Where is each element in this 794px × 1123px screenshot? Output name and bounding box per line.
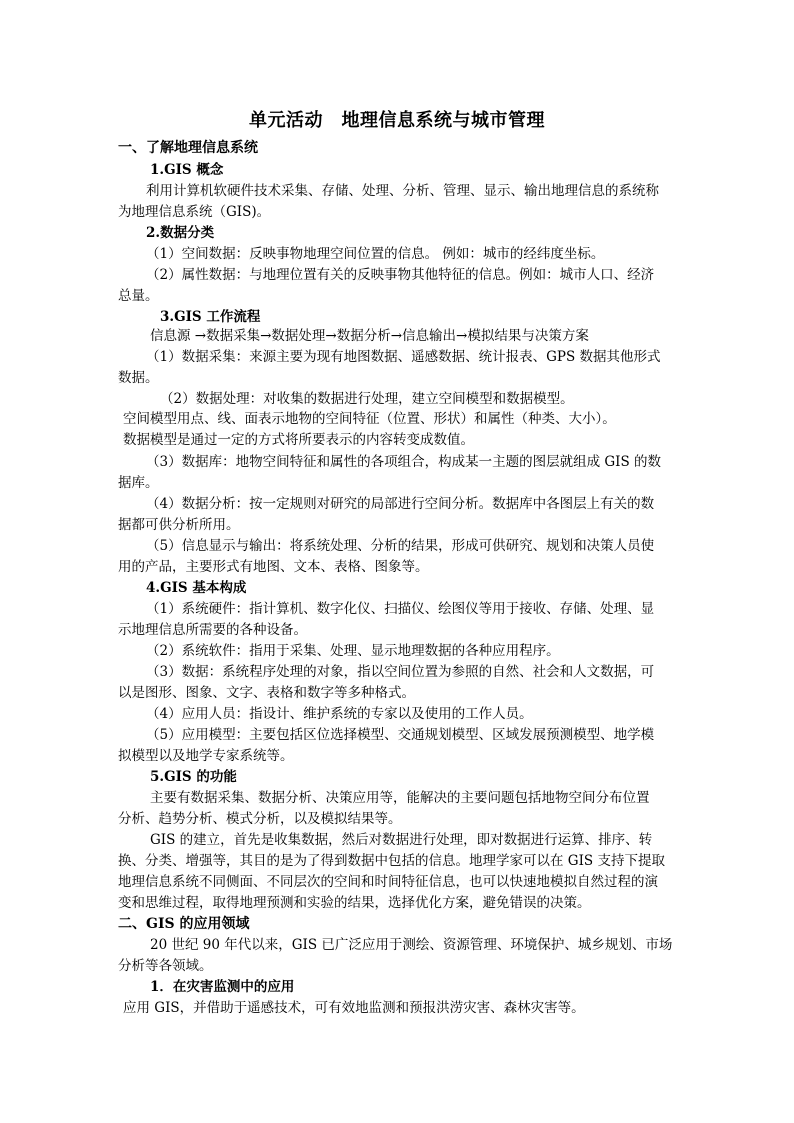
paragraph-line: （5）应用模型：主要包括区位选择模型、交通规划模型、区域发展预测模型、地学模 — [146, 727, 655, 743]
paragraph-line: （4）应用人员：指设计、维护系统的专家以及使用的工作人员。 — [146, 706, 533, 722]
paragraph-line: （5）信息显示与输出：将系统处理、分析的结果，形成可供研究、规划和决策人员使 — [146, 538, 655, 554]
subsection-heading-gis-concept: 1.GIS 概念 — [150, 162, 224, 178]
paragraph-line: 空间模型用点、线、面表示地物的空间特征（位置、形状）和属性（种类、大小）。 — [123, 411, 616, 427]
paragraph-line: 利用计算机软硬件技术采集、存储、处理、分析、管理、显示、输出地理信息的系统称 — [146, 183, 659, 199]
paragraph-line: 数据模型是通过一定的方式将所要表示的内容转变成数值。 — [123, 432, 474, 448]
paragraph-line: （3）数据：系统程序处理的对象，指以空间位置为参照的自然、社会和人文数据，可 — [146, 664, 655, 680]
paragraph-line: 20 世纪 90 年代以来，GIS 已广泛应用于测绘、资源管理、环境保护、城乡规划、市场 — [150, 937, 673, 953]
paragraph-line: （3）数据库：地物空间特征和属性的各项组合，构成某一主题的图层就组成 GIS 的数 — [146, 454, 662, 470]
paragraph-line: 总量。 — [118, 288, 159, 304]
paragraph-line: 应用 GIS，并借助于遥感技术，可有效地监测和预报洪涝灾害、森林灾害等。 — [123, 1000, 585, 1016]
paragraph-line: 变和思维过程，取得地理预测和实验的结果，选择优化方案，避免错误的决策。 — [118, 895, 591, 911]
subsection-heading-workflow: 3.GIS 工作流程 — [160, 309, 261, 325]
paragraph-line: 为地理信息系统（GIS)。 — [118, 204, 271, 220]
subsection-heading-functions: 5.GIS 的功能 — [150, 769, 237, 785]
paragraph-line: （2）数据处理：对收集的数据进行处理，建立空间模型和数据模型。 — [160, 391, 574, 407]
paragraph-line: 用的产品，主要形式有地图、文本、表格、图象等。 — [118, 559, 429, 575]
paragraph-line: 据都可供分析所用。 — [118, 517, 240, 533]
section-heading-1: 一、了解地理信息系统 — [118, 140, 258, 156]
paragraph-line: 以是图形、图象、文字、表格和数字等多种格式。 — [118, 685, 415, 701]
subsection-heading-disaster: 1．在灾害监测中的应用 — [150, 979, 295, 995]
paragraph-line: （2）属性数据：与地理位置有关的反映事物其他特征的信息。例如：城市人口、经济 — [146, 267, 655, 283]
paragraph-line: （1）系统硬件：指计算机、数字化仪、扫描仪、绘图仪等用于接收、存储、处理、显 — [146, 601, 655, 617]
page-title: 单元活动 地理信息系统与城市管理 — [249, 110, 545, 131]
paragraph-line: 换、分类、增强等，其目的是为了得到数据中包括的信息。地理学家可以在 GIS 支持下提取 — [118, 853, 665, 869]
paragraph-line: （1）数据采集：来源主要为现有地图数据、遥感数据、统计报表、GPS 数据其他形式 — [146, 349, 661, 365]
paragraph-line: 分析等各领域。 — [118, 958, 213, 974]
paragraph-line: 分析、趋势分析、模式分析，以及模拟结果等。 — [118, 811, 402, 827]
paragraph-line: 示地理信息所需要的各种设备。 — [118, 622, 307, 638]
subsection-heading-data-types: 2.数据分类 — [146, 225, 215, 241]
subsection-heading-composition: 4.GIS 基本构成 — [146, 580, 247, 596]
paragraph-line: （2）系统软件：指用于采集、处理、显示地理数据的各种应用程序。 — [146, 643, 560, 659]
paragraph-line: 拟模型以及地学专家系统等。 — [118, 748, 294, 764]
paragraph-line: 据库。 — [118, 475, 159, 491]
paragraph-line: GIS 的建立，首先是收集数据，然后对数据进行处理，即对数据进行运算、排序、转 — [150, 832, 653, 848]
paragraph-line: 主要有数据采集、数据分析、决策应用等，能解决的主要问题包括地物空间分布位置 — [150, 790, 650, 806]
section-heading-2: 二、GIS 的应用领域 — [118, 916, 250, 932]
paragraph-line: 地理信息系统不同侧面、不同层次的空间和时间特征信息，也可以快速地模拟自然过程的演 — [118, 874, 658, 890]
paragraph-line: （4）数据分析：按一定规则对研究的局部进行空间分析。数据库中各图层上有关的数 — [146, 496, 655, 512]
paragraph-line: 数据。 — [118, 370, 159, 386]
workflow-line: 信息源 →数据采集→数据处理→数据分析→信息输出→模拟结果与决策方案 — [150, 328, 589, 344]
paragraph-line: （1）空间数据：反映事物地理空间位置的信息。 例如：城市的经纬度坐标。 — [146, 246, 605, 262]
